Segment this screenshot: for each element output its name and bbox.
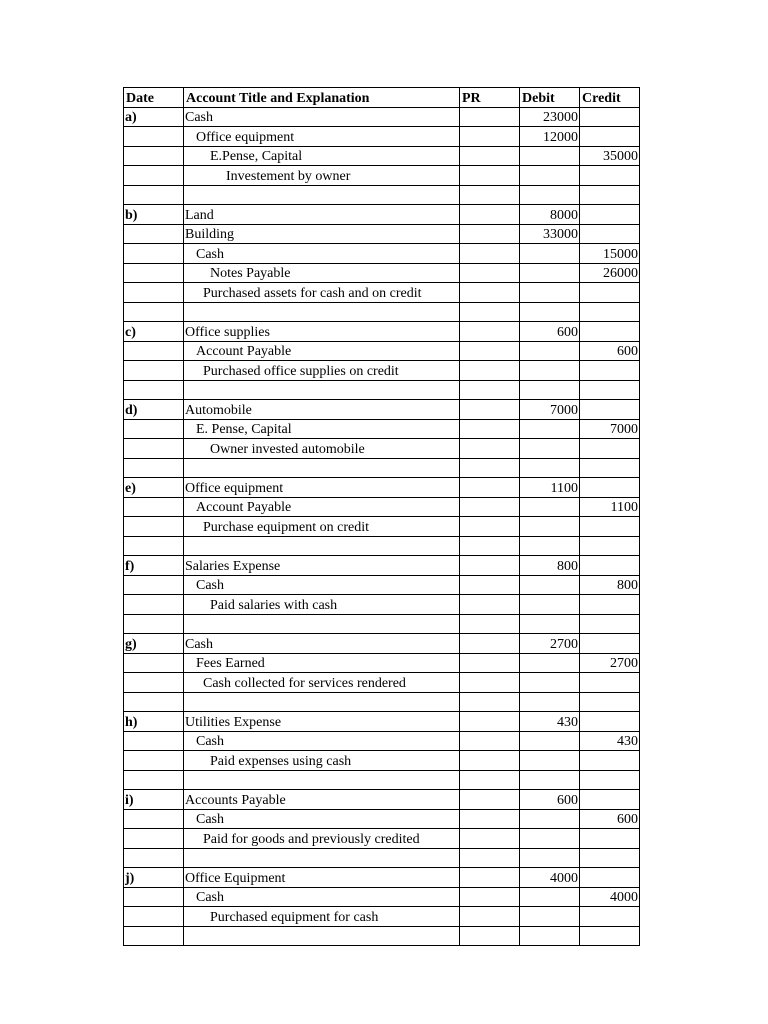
table-row: [124, 322, 640, 342]
account-title-cell: Cash: [184, 244, 460, 264]
table-row: [124, 146, 640, 166]
debit-header: Debit: [520, 88, 580, 108]
table-row: [124, 614, 640, 634]
table-row: [124, 224, 640, 244]
entry-date-cell: [124, 341, 184, 361]
table-row: [124, 497, 640, 517]
account-title-cell: [184, 848, 460, 868]
pr-cell: [460, 887, 520, 907]
pr-cell: [460, 907, 520, 927]
pr-cell: [460, 712, 520, 732]
account-title-cell: Paid salaries with cash: [184, 595, 460, 615]
pr-cell: [460, 497, 520, 517]
account-title-cell: [184, 614, 460, 634]
entry-date-cell: [124, 926, 184, 946]
table-row: [124, 185, 640, 205]
pr-cell: [460, 478, 520, 498]
credit-cell: 35000: [580, 146, 640, 166]
account-title-cell: Salaries Expense: [184, 556, 460, 576]
credit-cell: [580, 790, 640, 810]
entry-date-cell: [124, 673, 184, 693]
pr-cell: [460, 380, 520, 400]
pr-cell: [460, 400, 520, 420]
credit-cell: [580, 595, 640, 615]
account-title-cell: Office equipment: [184, 127, 460, 147]
pr-cell: [460, 692, 520, 712]
pr-cell: [460, 829, 520, 849]
entry-date-cell: [124, 263, 184, 283]
entry-date-cell: [124, 458, 184, 478]
account-title-cell: Cash: [184, 731, 460, 751]
table-row: [124, 595, 640, 615]
table-row: [124, 127, 640, 147]
table-row: [124, 458, 640, 478]
entry-date-cell: [124, 302, 184, 322]
pr-cell: [460, 556, 520, 576]
debit-cell: [520, 185, 580, 205]
table-row: [124, 536, 640, 556]
table-row: [124, 517, 640, 537]
credit-cell: [580, 868, 640, 888]
pr-cell: [460, 263, 520, 283]
pr-cell: [460, 634, 520, 654]
pr-cell: [460, 809, 520, 829]
account-title-cell: Accounts Payable: [184, 790, 460, 810]
pr-cell: [460, 614, 520, 634]
debit-cell: [520, 458, 580, 478]
entry-date-cell: [124, 244, 184, 264]
credit-cell: 4000: [580, 887, 640, 907]
pr-cell: [460, 536, 520, 556]
debit-cell: [520, 692, 580, 712]
account-title-cell: [184, 692, 460, 712]
entry-date-cell: [124, 536, 184, 556]
pr-cell: [460, 517, 520, 537]
account-title-cell: [184, 458, 460, 478]
debit-cell: [520, 439, 580, 459]
entry-date-cell: b): [124, 205, 184, 225]
debit-cell: [520, 595, 580, 615]
entry-date-cell: [124, 907, 184, 927]
table-row: [124, 926, 640, 946]
account-title-cell: Purchased office supplies on credit: [184, 361, 460, 381]
credit-cell: [580, 926, 640, 946]
debit-cell: [520, 731, 580, 751]
table-row: [124, 439, 640, 459]
pr-cell: [460, 146, 520, 166]
header-row: [124, 88, 640, 108]
pr-cell: [460, 224, 520, 244]
account-title-cell: Paid for goods and previously credited: [184, 829, 460, 849]
credit-cell: [580, 224, 640, 244]
table-row: [124, 634, 640, 654]
debit-cell: [520, 517, 580, 537]
debit-cell: [520, 341, 580, 361]
credit-cell: [580, 634, 640, 654]
table-row: [124, 263, 640, 283]
credit-cell: [580, 107, 640, 127]
debit-cell: 23000: [520, 107, 580, 127]
account-title-cell: Cash: [184, 809, 460, 829]
credit-cell: 800: [580, 575, 640, 595]
credit-cell: [580, 380, 640, 400]
table-row: [124, 244, 640, 264]
debit-cell: [520, 575, 580, 595]
credit-cell: [580, 322, 640, 342]
date-header: Date: [124, 88, 184, 108]
debit-cell: [520, 751, 580, 771]
debit-cell: [520, 770, 580, 790]
credit-cell: [580, 751, 640, 771]
account-title-cell: Cash: [184, 575, 460, 595]
pr-cell: [460, 244, 520, 264]
pr-cell: [460, 341, 520, 361]
table-row: [124, 478, 640, 498]
entry-date-cell: h): [124, 712, 184, 732]
credit-cell: [580, 439, 640, 459]
entry-date-cell: [124, 361, 184, 381]
pr-cell: [460, 107, 520, 127]
credit-cell: [580, 673, 640, 693]
debit-cell: 4000: [520, 868, 580, 888]
debit-cell: [520, 166, 580, 186]
pr-cell: [460, 127, 520, 147]
entry-date-cell: [124, 614, 184, 634]
account-title-cell: Land: [184, 205, 460, 225]
credit-cell: 430: [580, 731, 640, 751]
table-row: [124, 419, 640, 439]
table-row: [124, 205, 640, 225]
credit-cell: [580, 692, 640, 712]
pr-cell: [460, 185, 520, 205]
table-row: [124, 692, 640, 712]
entry-date-cell: d): [124, 400, 184, 420]
table-row: [124, 166, 640, 186]
credit-cell: 600: [580, 809, 640, 829]
account-title-cell: Owner invested automobile: [184, 439, 460, 459]
table-row: [124, 107, 640, 127]
entry-date-cell: [124, 692, 184, 712]
account-title-cell: Purchased equipment for cash: [184, 907, 460, 927]
entry-date-cell: [124, 848, 184, 868]
table-row: [124, 673, 640, 693]
pr-cell: [460, 439, 520, 459]
debit-cell: 430: [520, 712, 580, 732]
credit-cell: 7000: [580, 419, 640, 439]
table-row: [124, 575, 640, 595]
account-title-cell: Building: [184, 224, 460, 244]
entry-date-cell: [124, 419, 184, 439]
pr-cell: [460, 868, 520, 888]
account-title-cell: [184, 926, 460, 946]
debit-cell: [520, 907, 580, 927]
credit-header: Credit: [580, 88, 640, 108]
pr-cell: [460, 302, 520, 322]
entry-date-cell: [124, 146, 184, 166]
credit-cell: [580, 478, 640, 498]
account-title-cell: Account Payable: [184, 497, 460, 517]
pr-cell: [460, 361, 520, 381]
entry-date-cell: [124, 887, 184, 907]
credit-cell: [580, 205, 640, 225]
credit-cell: [580, 829, 640, 849]
table-row: [124, 380, 640, 400]
credit-cell: 600: [580, 341, 640, 361]
account-title-cell: E.Pense, Capital: [184, 146, 460, 166]
pr-cell: [460, 419, 520, 439]
entry-date-cell: [124, 439, 184, 459]
debit-cell: 600: [520, 790, 580, 810]
credit-cell: [580, 361, 640, 381]
pr-cell: [460, 322, 520, 342]
account-title-cell: Office supplies: [184, 322, 460, 342]
pr-cell: [460, 731, 520, 751]
credit-cell: 15000: [580, 244, 640, 264]
account-title-cell: Cash: [184, 634, 460, 654]
table-row: [124, 556, 640, 576]
credit-cell: [580, 907, 640, 927]
table-row: [124, 302, 640, 322]
entry-date-cell: g): [124, 634, 184, 654]
table-row: [124, 712, 640, 732]
account-title-cell: Utilities Expense: [184, 712, 460, 732]
account-title-cell: Automobile: [184, 400, 460, 420]
credit-cell: [580, 127, 640, 147]
entry-date-cell: [124, 224, 184, 244]
debit-cell: 800: [520, 556, 580, 576]
debit-cell: [520, 829, 580, 849]
account-title-cell: Cash: [184, 887, 460, 907]
debit-cell: [520, 302, 580, 322]
account-title-cell: Office Equipment: [184, 868, 460, 888]
table-row: [124, 907, 640, 927]
account-title-cell: Fees Earned: [184, 653, 460, 673]
entry-date-cell: [124, 751, 184, 771]
credit-cell: 26000: [580, 263, 640, 283]
pr-cell: [460, 673, 520, 693]
account-title-cell: Office equipment: [184, 478, 460, 498]
entry-date-cell: [124, 809, 184, 829]
credit-cell: [580, 536, 640, 556]
debit-cell: [520, 887, 580, 907]
table-row: [124, 653, 640, 673]
entry-date-cell: f): [124, 556, 184, 576]
entry-date-cell: [124, 497, 184, 517]
pr-cell: [460, 458, 520, 478]
entry-date-cell: [124, 283, 184, 303]
debit-cell: 8000: [520, 205, 580, 225]
debit-cell: 2700: [520, 634, 580, 654]
entry-date-cell: [124, 595, 184, 615]
entry-date-cell: [124, 166, 184, 186]
debit-cell: [520, 361, 580, 381]
pr-header: PR: [460, 88, 520, 108]
table-row: [124, 848, 640, 868]
account-title-cell: Notes Payable: [184, 263, 460, 283]
credit-cell: [580, 770, 640, 790]
table-row: [124, 400, 640, 420]
credit-cell: [580, 848, 640, 868]
entry-date-cell: j): [124, 868, 184, 888]
table-row: [124, 341, 640, 361]
debit-cell: [520, 263, 580, 283]
debit-cell: [520, 283, 580, 303]
credit-cell: 1100: [580, 497, 640, 517]
account-title-header: Account Title and Explanation: [184, 88, 460, 108]
account-title-cell: Paid expenses using cash: [184, 751, 460, 771]
account-title-cell: [184, 770, 460, 790]
account-title-cell: Purchased assets for cash and on credit: [184, 283, 460, 303]
debit-cell: [520, 673, 580, 693]
table-row: [124, 790, 640, 810]
entry-date-cell: a): [124, 107, 184, 127]
entry-date-cell: [124, 731, 184, 751]
credit-cell: [580, 166, 640, 186]
debit-cell: [520, 536, 580, 556]
credit-cell: [580, 400, 640, 420]
debit-cell: [520, 809, 580, 829]
account-title-cell: Cash: [184, 107, 460, 127]
pr-cell: [460, 205, 520, 225]
debit-cell: 12000: [520, 127, 580, 147]
credit-cell: [580, 614, 640, 634]
table-row: [124, 887, 640, 907]
debit-cell: 7000: [520, 400, 580, 420]
debit-cell: [520, 926, 580, 946]
credit-cell: [580, 283, 640, 303]
pr-cell: [460, 926, 520, 946]
account-title-cell: E. Pense, Capital: [184, 419, 460, 439]
debit-cell: [520, 614, 580, 634]
entry-date-cell: e): [124, 478, 184, 498]
debit-cell: [520, 380, 580, 400]
entry-date-cell: [124, 380, 184, 400]
debit-cell: [520, 146, 580, 166]
table-row: [124, 731, 640, 751]
debit-cell: [520, 497, 580, 517]
table-row: [124, 868, 640, 888]
entry-date-cell: [124, 185, 184, 205]
credit-cell: [580, 302, 640, 322]
pr-cell: [460, 848, 520, 868]
account-title-cell: [184, 380, 460, 400]
entry-date-cell: [124, 770, 184, 790]
entry-date-cell: [124, 829, 184, 849]
debit-cell: [520, 419, 580, 439]
table-row: [124, 770, 640, 790]
pr-cell: [460, 770, 520, 790]
pr-cell: [460, 595, 520, 615]
entry-date-cell: c): [124, 322, 184, 342]
debit-cell: 1100: [520, 478, 580, 498]
debit-cell: 33000: [520, 224, 580, 244]
credit-cell: [580, 712, 640, 732]
table-row: [124, 751, 640, 771]
pr-cell: [460, 166, 520, 186]
account-title-cell: Purchase equipment on credit: [184, 517, 460, 537]
credit-cell: [580, 458, 640, 478]
account-title-cell: [184, 185, 460, 205]
pr-cell: [460, 283, 520, 303]
debit-cell: [520, 244, 580, 264]
entry-date-cell: i): [124, 790, 184, 810]
credit-cell: [580, 185, 640, 205]
credit-cell: [580, 556, 640, 576]
account-title-cell: Investement by owner: [184, 166, 460, 186]
credit-cell: [580, 517, 640, 537]
account-title-cell: [184, 302, 460, 322]
table-row: [124, 361, 640, 381]
debit-cell: 600: [520, 322, 580, 342]
table-row: [124, 829, 640, 849]
account-title-cell: [184, 536, 460, 556]
pr-cell: [460, 653, 520, 673]
entry-date-cell: [124, 127, 184, 147]
entry-date-cell: [124, 517, 184, 537]
journal-table: [123, 87, 640, 946]
credit-cell: 2700: [580, 653, 640, 673]
entry-date-cell: [124, 575, 184, 595]
debit-cell: [520, 848, 580, 868]
debit-cell: [520, 653, 580, 673]
table-row: [124, 283, 640, 303]
pr-cell: [460, 575, 520, 595]
pr-cell: [460, 790, 520, 810]
journal-body: [124, 107, 640, 946]
table-row: [124, 809, 640, 829]
pr-cell: [460, 751, 520, 771]
account-title-cell: Cash collected for services rendered: [184, 673, 460, 693]
account-title-cell: Account Payable: [184, 341, 460, 361]
entry-date-cell: [124, 653, 184, 673]
